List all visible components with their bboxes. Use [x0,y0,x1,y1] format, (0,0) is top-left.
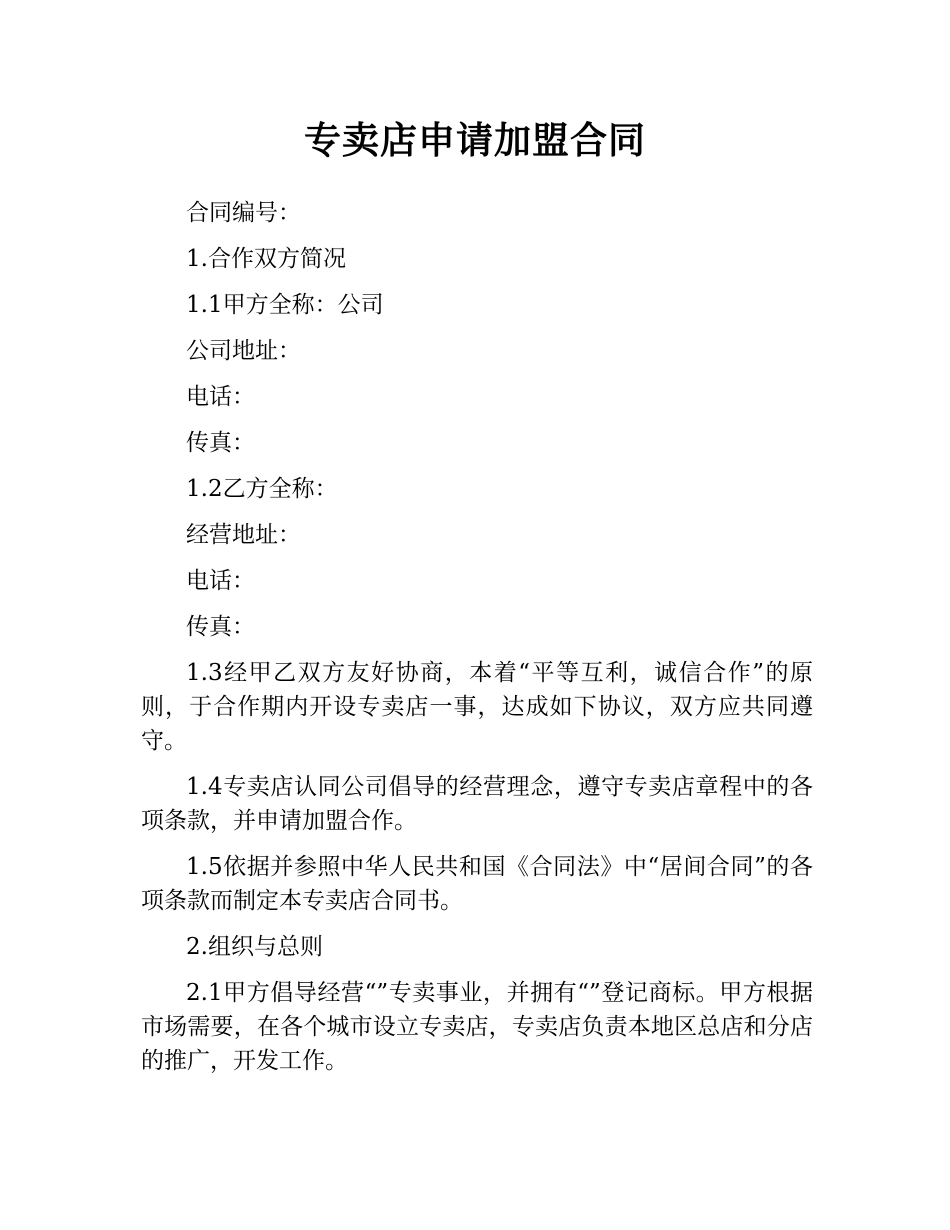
section-2-heading: 2.组织与总则 [186,934,323,960]
clause-1-5: 1.5依据并参照中华人民共和国《合同法》中“居间合同”的各项条款而制定本专卖店合同书。 [141,854,813,914]
party-b-fax-line: 传真： [186,614,255,640]
contract-number-line: 合同编号： [186,200,301,226]
clause-2-1: 2.1甲方倡导经营“”专卖事业，并拥有“”登记商标。甲方根据市场需要，在各个城市设立专卖店，专卖店负责本地区总店和分店的推广，开发工作。 [141,980,813,1074]
section-1-heading: 1.合作双方简况 [186,246,346,272]
document-body [141,196,813,1090]
party-a-name-line: 1.1甲方全称：公司 [186,292,384,318]
party-b-name-line: 1.2乙方全称： [186,476,338,502]
party-b-phone-line: 电话： [186,568,255,594]
party-a-address-line: 公司地址： [186,338,301,364]
clause-1-4: 1.4专卖店认同公司倡导的经营理念，遵守专卖店章程中的各项条款，并申请加盟合作。 [141,774,813,834]
party-a-fax-line: 传真： [186,430,255,456]
party-a-phone-line: 电话： [186,384,255,410]
document-title: 专卖店申请加盟合同 [304,119,646,162]
party-b-address-line: 经营地址： [186,522,301,548]
clause-1-3: 1.3经甲乙双方友好协商，本着“平等互利，诚信合作”的原则，于合作期内开设专卖店一事，达成如下协议，双方应共同遵守。 [141,660,813,754]
